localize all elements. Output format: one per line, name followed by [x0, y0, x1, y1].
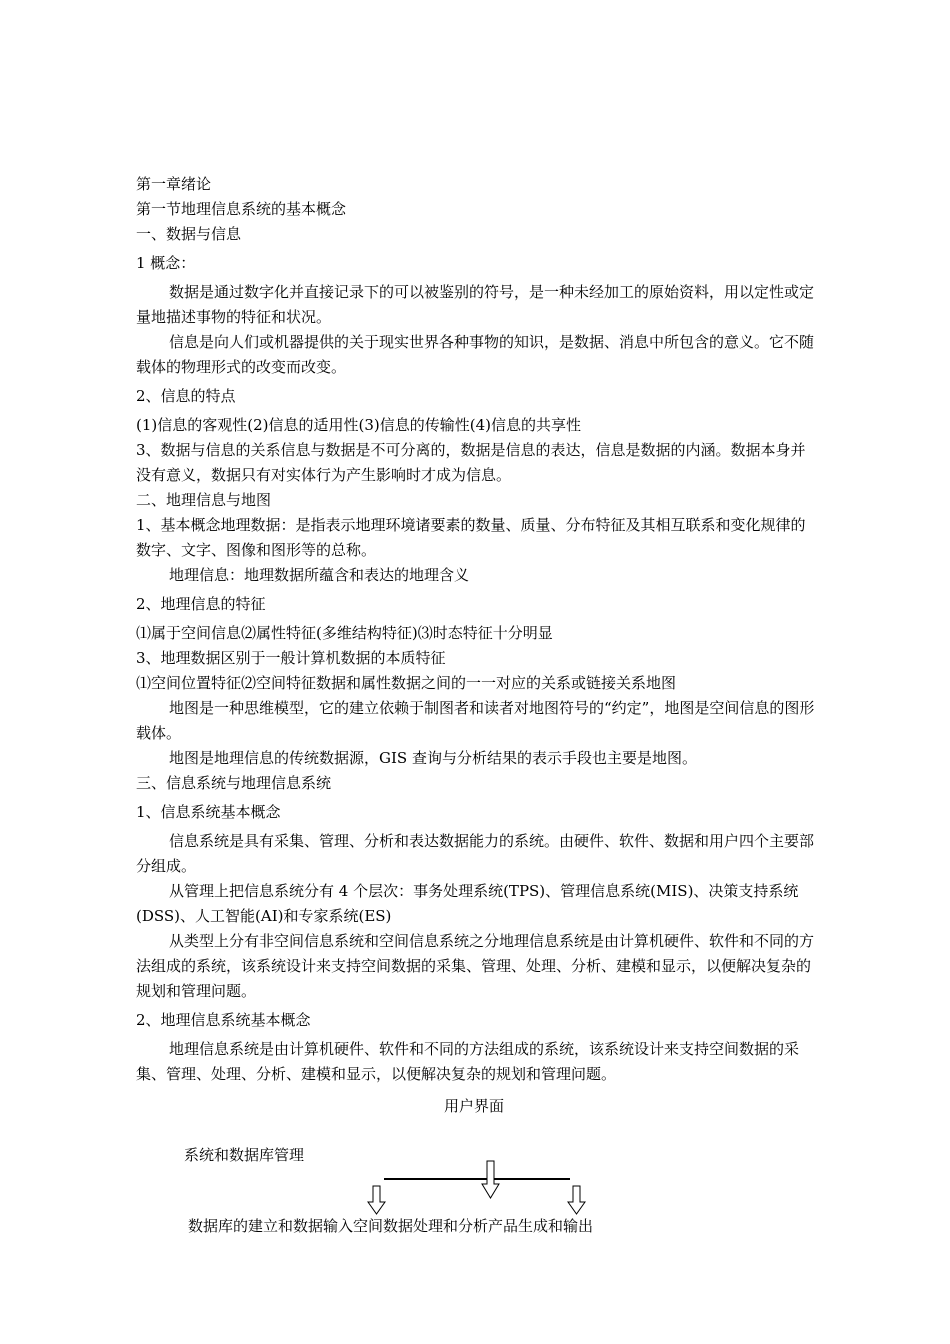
heading-gis-concept: 2、地理信息系统基本概念 — [136, 1011, 311, 1029]
heading-info-features: 2、信息的特点 — [136, 387, 236, 405]
paragraph-info-system-definition: 信息系统是具有采集、管理、分析和表达数据能力的系统。由硬件、软件、数据和用户四个主要部分组成。 — [136, 832, 815, 875]
heading-geo-data-essence: 3、地理数据区别于一般计算机数据的本质特征 — [136, 649, 446, 667]
diagram-user-interface-label: 用户界面 — [444, 1097, 505, 1115]
paragraph-info-definition: 信息是向人们或机器提供的关于现实世界各种事物的知识，是数据、消息中所包含的意义。它不随载体的物理形式的改变而改变。 — [136, 333, 815, 376]
paragraph-info-system-types: 从类型上分有非空间信息系统和空间信息系统之分地理信息系统是由计算机硬件、软件和不同的方法组成的系统，该系统设计来支持空间数据的采集、管理、处理、分析、建模和显示，以便解决复杂的规划和管理问题。 — [136, 932, 815, 1000]
info-features-list: (1)信息的客观性(2)信息的适用性(3)信息的传输性(4)信息的共享性 — [136, 416, 581, 434]
diagram-bottom-label: 数据库的建立和数据输入空间数据处理和分析产品生成和输出 — [188, 1217, 594, 1235]
paragraph-map-model: 地图是一种思维模型，它的建立依赖于制图者和读者对地图符号的“约定”，地图是空间信息的图形载体。 — [136, 699, 815, 742]
geo-essence-list: ⑴空间位置特征⑵空间特征数据和属性数据之间的一一对应的关系或链接关系地图 — [136, 674, 677, 692]
paragraph-data-definition: 数据是通过数字化并直接记录下的可以被鉴别的符号，是一种未经加工的原始资料，用以定性或定量地描述事物的特征和状况。 — [136, 283, 815, 326]
paragraph-gis-definition: 地理信息系统是由计算机硬件、软件和不同的方法组成的系统，该系统设计来支持空间数据的采集、管理、处理、分析、建模和显示，以便解决复杂的规划和管理问题。 — [136, 1040, 800, 1083]
heading-data-and-info: 一、数据与信息 — [136, 225, 242, 243]
section-title: 第一节地理信息系统的基本概念 — [136, 200, 347, 218]
heading-geo-info-features: 2、地理信息的特征 — [136, 595, 266, 613]
paragraph-data-info-relation: 3、数据与信息的关系信息与数据是不可分离的，数据是信息的表达，信息是数据的内涵。数据本身并没有意义，数据只有对实体行为产生影响时才成为信息。 — [136, 441, 806, 484]
document-body — [136, 172, 820, 1087]
paragraph-info-system-levels: 从管理上把信息系统分有 4 个层次：事务处理系统(TPS)、管理信息系统(MIS)、决策支持系统(DSS)、人工智能(AI)和专家系统(ES) — [136, 882, 799, 925]
geo-features-list: ⑴属于空间信息⑵属性特征(多维结构特征)⑶时态特征十分明显 — [136, 624, 553, 642]
diagram-arrow-right-icon — [568, 1186, 585, 1214]
paragraph-geo-data-definition: 1、基本概念地理数据：是指表示地理环境诸要素的数量、质量、分布特征及其相互联系和变化规律的数字、文字、图像和图形等的总称。 — [136, 516, 806, 559]
diagram-arrow-center-icon — [482, 1161, 499, 1198]
heading-geo-info-and-maps: 二、地理信息与地图 — [136, 491, 272, 509]
concept-label: 1 概念： — [136, 254, 196, 272]
heading-info-system-concept: 1、信息系统基本概念 — [136, 803, 281, 821]
diagram-arrow-left-icon — [368, 1186, 385, 1214]
paragraph-map-source: 地图是地理信息的传统数据源，GIS 查询与分析结果的表示手段也主要是地图。 — [169, 749, 697, 767]
heading-info-systems: 三、信息系统与地理信息系统 — [136, 774, 332, 792]
paragraph-geo-info-definition: 地理信息：地理数据所蕴含和表达的地理含义 — [169, 566, 470, 584]
chapter-title: 第一章绪论 — [136, 175, 212, 193]
diagram-system-db-label: 系统和数据库管理 — [184, 1146, 305, 1164]
